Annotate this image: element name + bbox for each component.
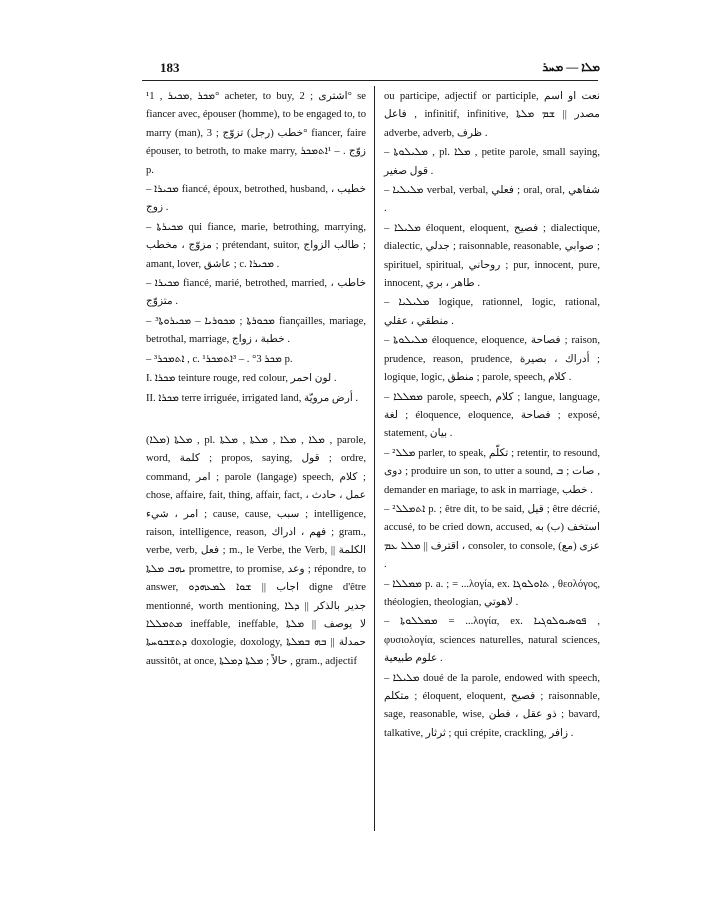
running-head: ܡܠܐ — ܡܚܪ xyxy=(542,60,600,74)
entry-logique: – ܡܠܝܠܝܐ logique, rationnel, logic, rational, منطقي ، عقلي . xyxy=(384,297,600,327)
entry-etpa: – ³ܐܬܡܟܪ , c. ¹ܡܟܪ 3° . – ³ܐܬܡܟܪ p. xyxy=(146,353,293,365)
entry-fiance: – ܡܟܝܪܐ fiancé, époux, betrothed, husband, خطيب ، زوج . xyxy=(146,184,366,214)
entry-teinture-rouge: I. ܡܟܪܐ teinture rouge, red colour, لون احمر . xyxy=(146,373,337,385)
entry-eloquent: – ܡܠܝܠܐ éloquent, eloquent, فصيح ; dialectique, dialectic, جدلي ; raisonnable, reasonable, صوابي ; spirituel, spiritual, روحاني ; pur, innocent, pure, innocent, طاهر ، بري . xyxy=(384,222,600,290)
entry-theologien: – ܡܡܠܠܐ p. a. ; = ...λογίa, ex. ܬܐܘܠܘܓܐ , θεολόγος, théologien, theologian, لاهوتي . xyxy=(384,578,600,608)
entry-petite-parole: – ܡܠܝܠܘܬܐ , pl. ܡܠܐ , petite parole, small saying, قول صغير . xyxy=(384,147,600,177)
entry-parole-langue: – ܡܡܠܠܐ parole, speech, كلام ; langue, language, لغة ; éloquence, eloquence, فصاحة ; exposé, statement, بيان . xyxy=(384,391,600,440)
right-column xyxy=(384,88,600,744)
entry-fiancailles: – ³ܡܟܘܪܬܐ ; ܡܟܘܪܝܐ – ܡܟܝܪܘܬܐ fiançailles, mariage, betrothal, marriage, خطبة ، زواج . xyxy=(146,315,366,346)
entry-terre-irriguee: II. ܡܟܪܐ terre irriguée, irrigated land, أرض مرويّة . xyxy=(146,392,359,404)
entry-parler: – ²ܡܠܠ parler, to speak, تكلّم ; retentir, to resound, دوى ; produire un son, to utter a sound, صات ; ܒ , demander en mariage, to ask in marriage, خطب . xyxy=(384,447,600,496)
entry-eloquence: – ܡܠܝܠܘܬܐ éloquence, eloquence, فصاحة ; raison, prudence, reason, prudence, أدراك ، بصيرة ; logique, logic, منطق ; parole, speech, كلام . xyxy=(384,335,601,384)
entry-qui-fiance: – ܡܟܝܪܬܐ qui fiance, marie, betrothing, marrying, مزوّج ، مخطب ; prétendant, suitor, طالب الزواج ; amant, lover, عاشق ; c. ܡܟܝܪܐ . xyxy=(146,221,366,270)
entry-mla-main: (ܡܠܐ) ܡܠܬܐ , pl. ܡܠܐ , ܡܠܐ , ܡܠܬܐ , ܡܠܬܐ , parole, word, كلمة ; propos, saying, قول ; ordre, command, امر ; parole (langage) speech, كلام ; chose, affaire, fait, thing, affair, fact, عمل ، حادث ، امر ، شيء ; cause, cause, سبب ; intelligence, raison, intelligence, reason, فهم ، ادراك ; gram., verbe, verb, فعل ; m., le Verbe, the Verb, الكلمة || ܝܗܒ ܡܠܬܐ promettre, to promise, وعد ; répondre, to answer, اجاب || ܫܘܐ ܠܡܥܗܕܘ digne d'être mentionné, worth mentioning, جدير بالذكر || ܕܠܐ ܡܬܡܠܠܐ ineffable, ineffable, لا يوصف || ܡܠܬܐ ܕܬܫܒܘܚܬܐ doxologie, doxology, حمدلة || ܒܗ ܒܡܠܬܐ aussitôt, at once, حالاً ; ܡܠܬܐ ܕܡܠܬܐ , gram., adjectif xyxy=(146,434,367,667)
page-number: 183 xyxy=(160,60,180,75)
entry-verbal: – ܡܠܝܠܝܐ verbal, verbal, فعلي ; oral, oral, شفاهي . xyxy=(384,185,600,215)
header-rule xyxy=(142,80,598,81)
entry-continuation: ou participe, adjectif or participle, نعت او اسم فاعل , infinitif, infinitive, مصدر || ܫܡ ܡܠܬܐ adverbe, adverb, ظرف . xyxy=(384,91,600,139)
entry-etre-dit: – ²ܐܬܡܠܠ p. ; être dit, to be said, قيل ; être décrié, accusé, to be cried down, accused, استخف (ب) به ، اقترف || ܡܠܠ ܥܡ consoler, to console, (مع) عزى . xyxy=(384,503,600,571)
entry-doue-parole: – ܡܠܝܠܐ doué de la parole, endowed with speech, متكلم ; éloquent, eloquent, فصيح ; raisonnable, sage, reasonable, wise, ذو عقل ، فطن ; bavard, talkative, ثرثار ; qui crépite, crackling, زافر . xyxy=(384,672,600,739)
left-column xyxy=(146,88,366,672)
entry-mkar-verb: ¹ܡܟܪ ,ܡܟܝܪ , 1° acheter, to buy, اشترى ; 2° se fiancer avec, épouser (homme), to be engaged to, to marry (man), خطب (رجل) تزوّج ; 3° fiancer, faire épouser, to betroth, to make marry, زوّج . – ¹ܐܬܡܟܪ p. xyxy=(146,91,366,176)
column-divider xyxy=(374,86,375,831)
entry-fiance-marie: – ܡܟܝܪܐ fiancé, marié, betrothed, married, خاطب ، متزوّج . xyxy=(146,278,366,308)
entry-sciences-naturelles: – ܡܡܠܠܘܬܐ = ...λογία, ex. ܦܘܣܝܘܠܘܓܝܐ , φυσιολογία, sciences naturelles, natural sciences, علوم طبيعية . xyxy=(384,616,600,665)
